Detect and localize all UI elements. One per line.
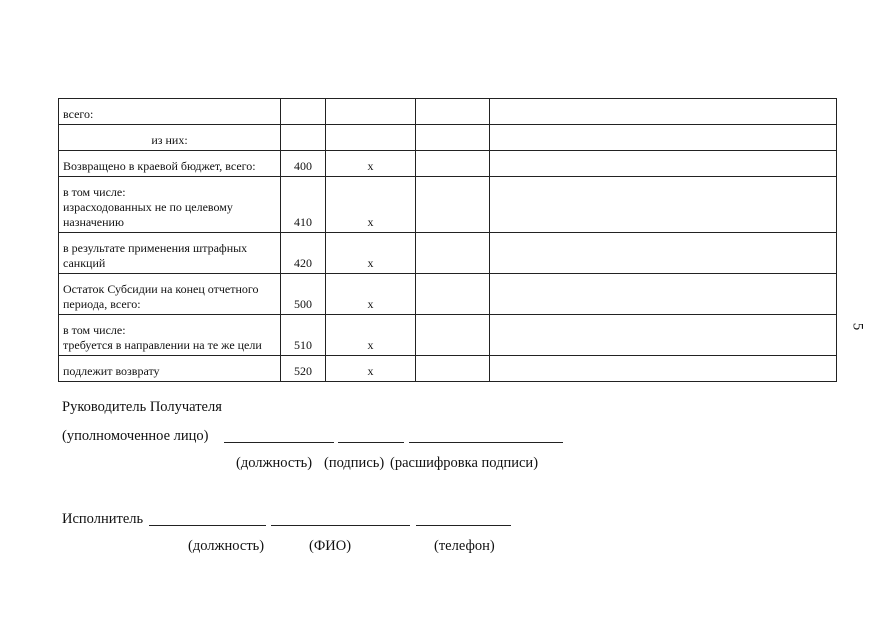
row-mark: х: [326, 315, 416, 356]
executor-label: Исполнитель: [62, 511, 144, 527]
row-value-cell: [416, 151, 490, 177]
row-label-line: в том числе:: [63, 323, 126, 337]
table-row: [59, 151, 837, 177]
row-code: 420: [281, 233, 326, 274]
table-body: [59, 99, 837, 382]
row-label: [59, 356, 281, 382]
row-note-cell: [490, 125, 837, 151]
table-row: [59, 177, 837, 233]
table-row: [59, 125, 837, 151]
row-value-cell: [416, 99, 490, 125]
row-mark: х: [326, 151, 416, 177]
row-note-cell: [490, 274, 837, 315]
row-value-cell: [416, 233, 490, 274]
row-value-cell: [416, 356, 490, 382]
executor-caption-name: (ФИО): [309, 538, 352, 554]
subsidy-report-table: [58, 98, 837, 382]
row-code: 400: [281, 151, 326, 177]
row-label: [59, 315, 281, 356]
row-code: [281, 99, 326, 125]
caption-signature: (подпись): [324, 455, 385, 471]
row-note-cell: [490, 233, 837, 274]
signature-line: [338, 442, 404, 443]
row-code: [281, 125, 326, 151]
row-mark: х: [326, 274, 416, 315]
table-row: [59, 315, 837, 356]
position-line: [224, 442, 334, 443]
head-title: Руководитель Получателя: [62, 399, 222, 415]
authorized-person-label: (уполномоченное лицо): [62, 428, 209, 444]
row-label-line: подлежит возврату: [63, 364, 160, 378]
row-label-line: назначению: [63, 215, 124, 229]
row-mark: х: [326, 177, 416, 233]
row-mark: х: [326, 233, 416, 274]
row-value-cell: [416, 125, 490, 151]
executor-caption-position: (должность): [188, 538, 265, 554]
row-note-cell: [490, 177, 837, 233]
row-label-line: в том числе:: [63, 185, 126, 199]
row-code: 500: [281, 274, 326, 315]
signature-decryption-line: [409, 442, 563, 443]
table-row: [59, 274, 837, 315]
row-code: 410: [281, 177, 326, 233]
row-value-cell: [416, 274, 490, 315]
executor-caption-phone: (телефон): [434, 538, 495, 554]
row-label-line: Остаток Субсидии на конец отчетного: [63, 282, 259, 296]
row-mark: х: [326, 356, 416, 382]
row-label-line: в результате применения штрафных: [63, 241, 248, 255]
table-row: [59, 233, 837, 274]
row-label: [59, 151, 281, 177]
row-label-line: санкций: [63, 256, 106, 270]
row-label: [59, 233, 281, 274]
page-number: 5: [849, 322, 866, 331]
caption-position: (должность): [236, 455, 313, 471]
row-value-cell: [416, 177, 490, 233]
row-label-line: всего:: [63, 107, 94, 121]
row-note-cell: [490, 151, 837, 177]
caption-decryption: (расшифровка подписи): [390, 455, 539, 471]
row-label-line: требуется в направлении на те же цели: [63, 338, 262, 352]
row-note-cell: [490, 356, 837, 382]
executor-position-line: [149, 525, 266, 526]
executor-phone-line: [416, 525, 511, 526]
row-label: [59, 99, 281, 125]
row-label: [59, 177, 281, 233]
row-label-line: Возвращено в краевой бюджет, всего:: [63, 159, 256, 173]
row-label-line: из них:: [151, 133, 188, 147]
executor-name-line: [271, 525, 410, 526]
row-label-line: израсходованных не по целевому: [63, 200, 233, 214]
row-note-cell: [490, 315, 837, 356]
row-mark: [326, 125, 416, 151]
table-row: [59, 356, 837, 382]
row-note-cell: [490, 99, 837, 125]
row-label-line: периода, всего:: [63, 297, 141, 311]
row-label: [59, 125, 281, 151]
row-code: 520: [281, 356, 326, 382]
row-value-cell: [416, 315, 490, 356]
row-mark: [326, 99, 416, 125]
row-label: [59, 274, 281, 315]
row-code: 510: [281, 315, 326, 356]
table-row: [59, 99, 837, 125]
